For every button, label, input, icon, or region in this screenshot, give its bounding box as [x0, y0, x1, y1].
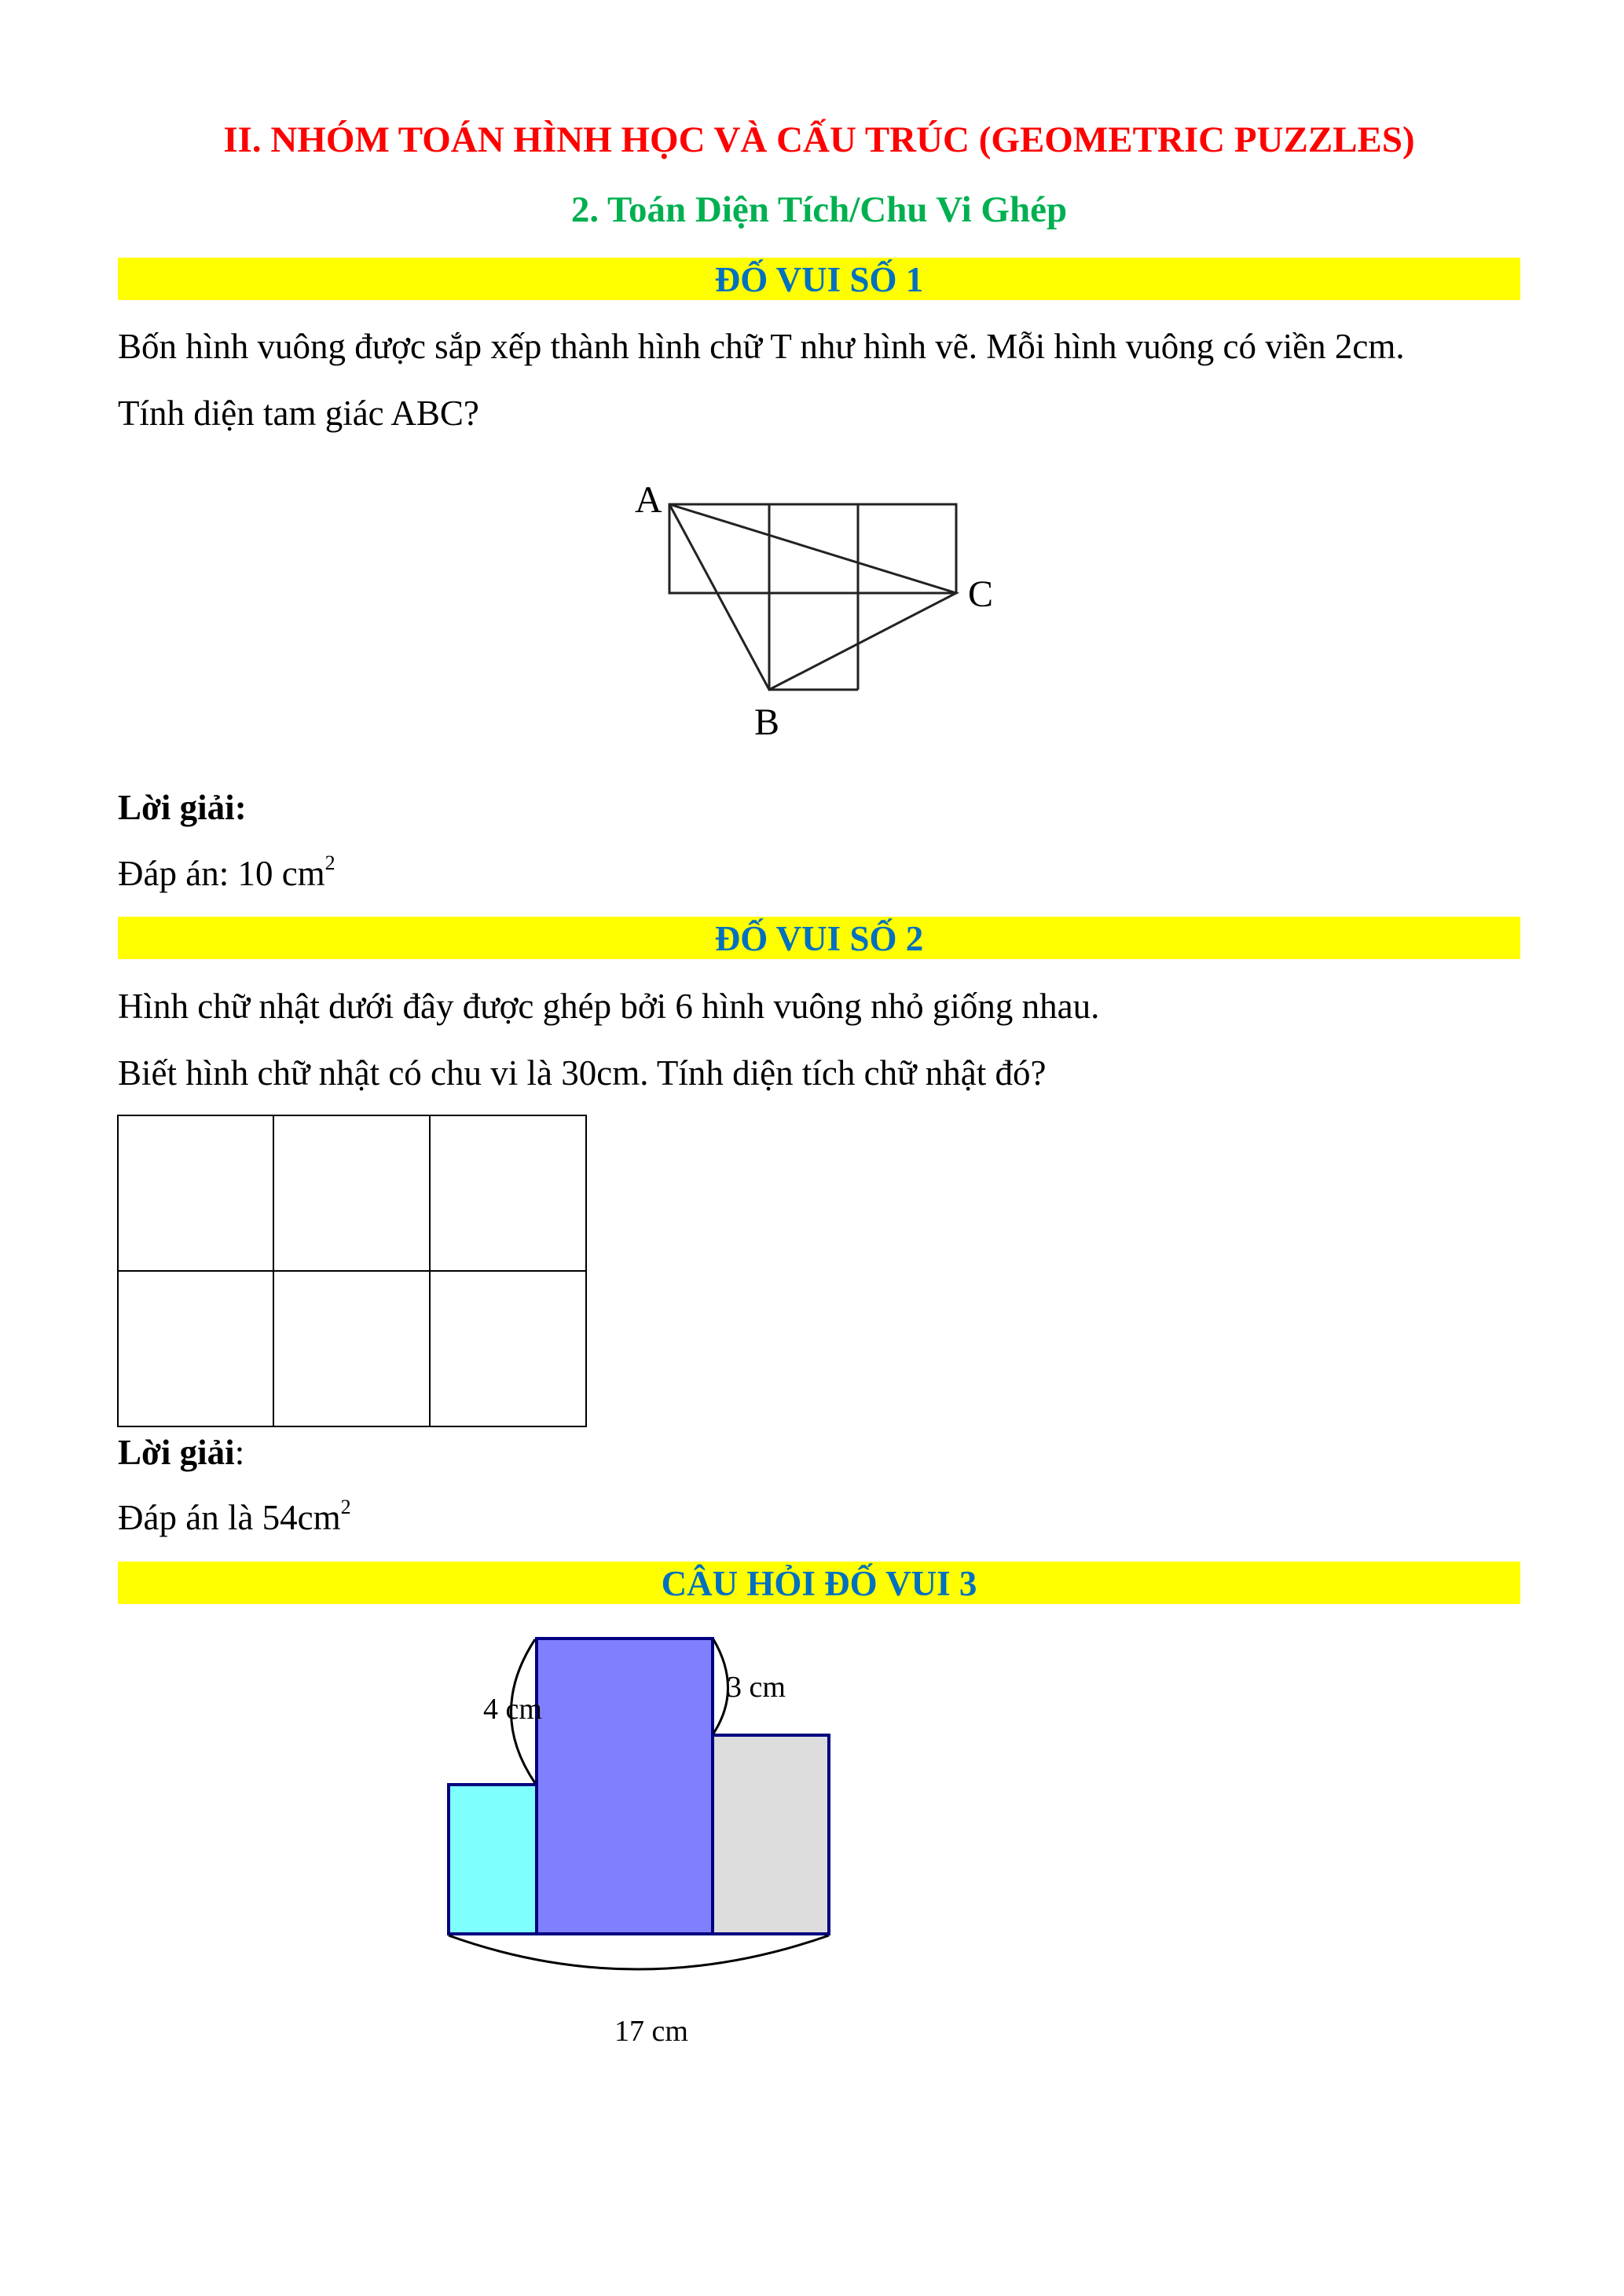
puzzle2-text-1: Hình chữ nhật dưới đây được ghép bởi 6 hình vuông nhỏ giống nhau.	[118, 987, 1100, 1026]
puzzle1-solution-label: Lời giải:	[118, 788, 247, 827]
right-rectangle	[713, 1735, 829, 1934]
puzzle1-answer	[118, 850, 1520, 897]
puzzle1-banner: ĐỐ VUI SỐ 1	[118, 258, 1520, 300]
label-c: C	[968, 573, 994, 615]
puzzle1-text-2: Tính diện tam giác ABC?	[118, 394, 479, 433]
t-shape-triangle-figure	[613, 456, 1021, 754]
label-4cm: 4 cm	[483, 1693, 542, 1726]
six-squares-grid	[116, 1114, 589, 1430]
puzzle3-banner: CÂU HỎI ĐỐ VUI 3	[118, 1562, 1520, 1604]
superscript: 2	[340, 1496, 351, 1518]
label-3cm: 3 cm	[727, 1671, 786, 1704]
middle-rectangle	[537, 1639, 713, 1934]
superscript: 2	[324, 851, 335, 874]
label-a: A	[635, 479, 662, 521]
puzzle1-text-1: Bốn hình vuông được sắp xếp thành hình chữ T như hình vẽ. Mỗi hình vuông có viền 2cm.	[118, 327, 1405, 366]
solution-colon: :	[234, 1433, 245, 1472]
puzzle2-answer	[118, 1494, 1520, 1541]
answer-text: Đáp án: 10 cm	[118, 854, 325, 893]
label-b: B	[754, 701, 780, 743]
puzzle2-text-2: Biết hình chữ nhật có chu vi là 30cm. Tính diện tích chữ nhật đó?	[118, 1053, 1047, 1093]
puzzle2-banner: ĐỐ VUI SỐ 2	[118, 917, 1520, 959]
composite-rectangles-figure	[440, 1618, 1210, 2074]
puzzle2-solution-label	[118, 1429, 1520, 1476]
answer-text: Đáp án là 54cm	[118, 1498, 341, 1537]
section-subheading: 2. Toán Diện Tích/Chu Vi Ghép	[570, 189, 1068, 230]
label-17cm: 17 cm	[614, 2015, 688, 2048]
section-heading: II. NHÓM TOÁN HÌNH HỌC VÀ CẤU TRÚC (GEOMETRIC PUZZLES)	[223, 119, 1415, 160]
left-square	[449, 1785, 537, 1934]
solution-label-bold: Lời giải	[118, 1433, 235, 1472]
